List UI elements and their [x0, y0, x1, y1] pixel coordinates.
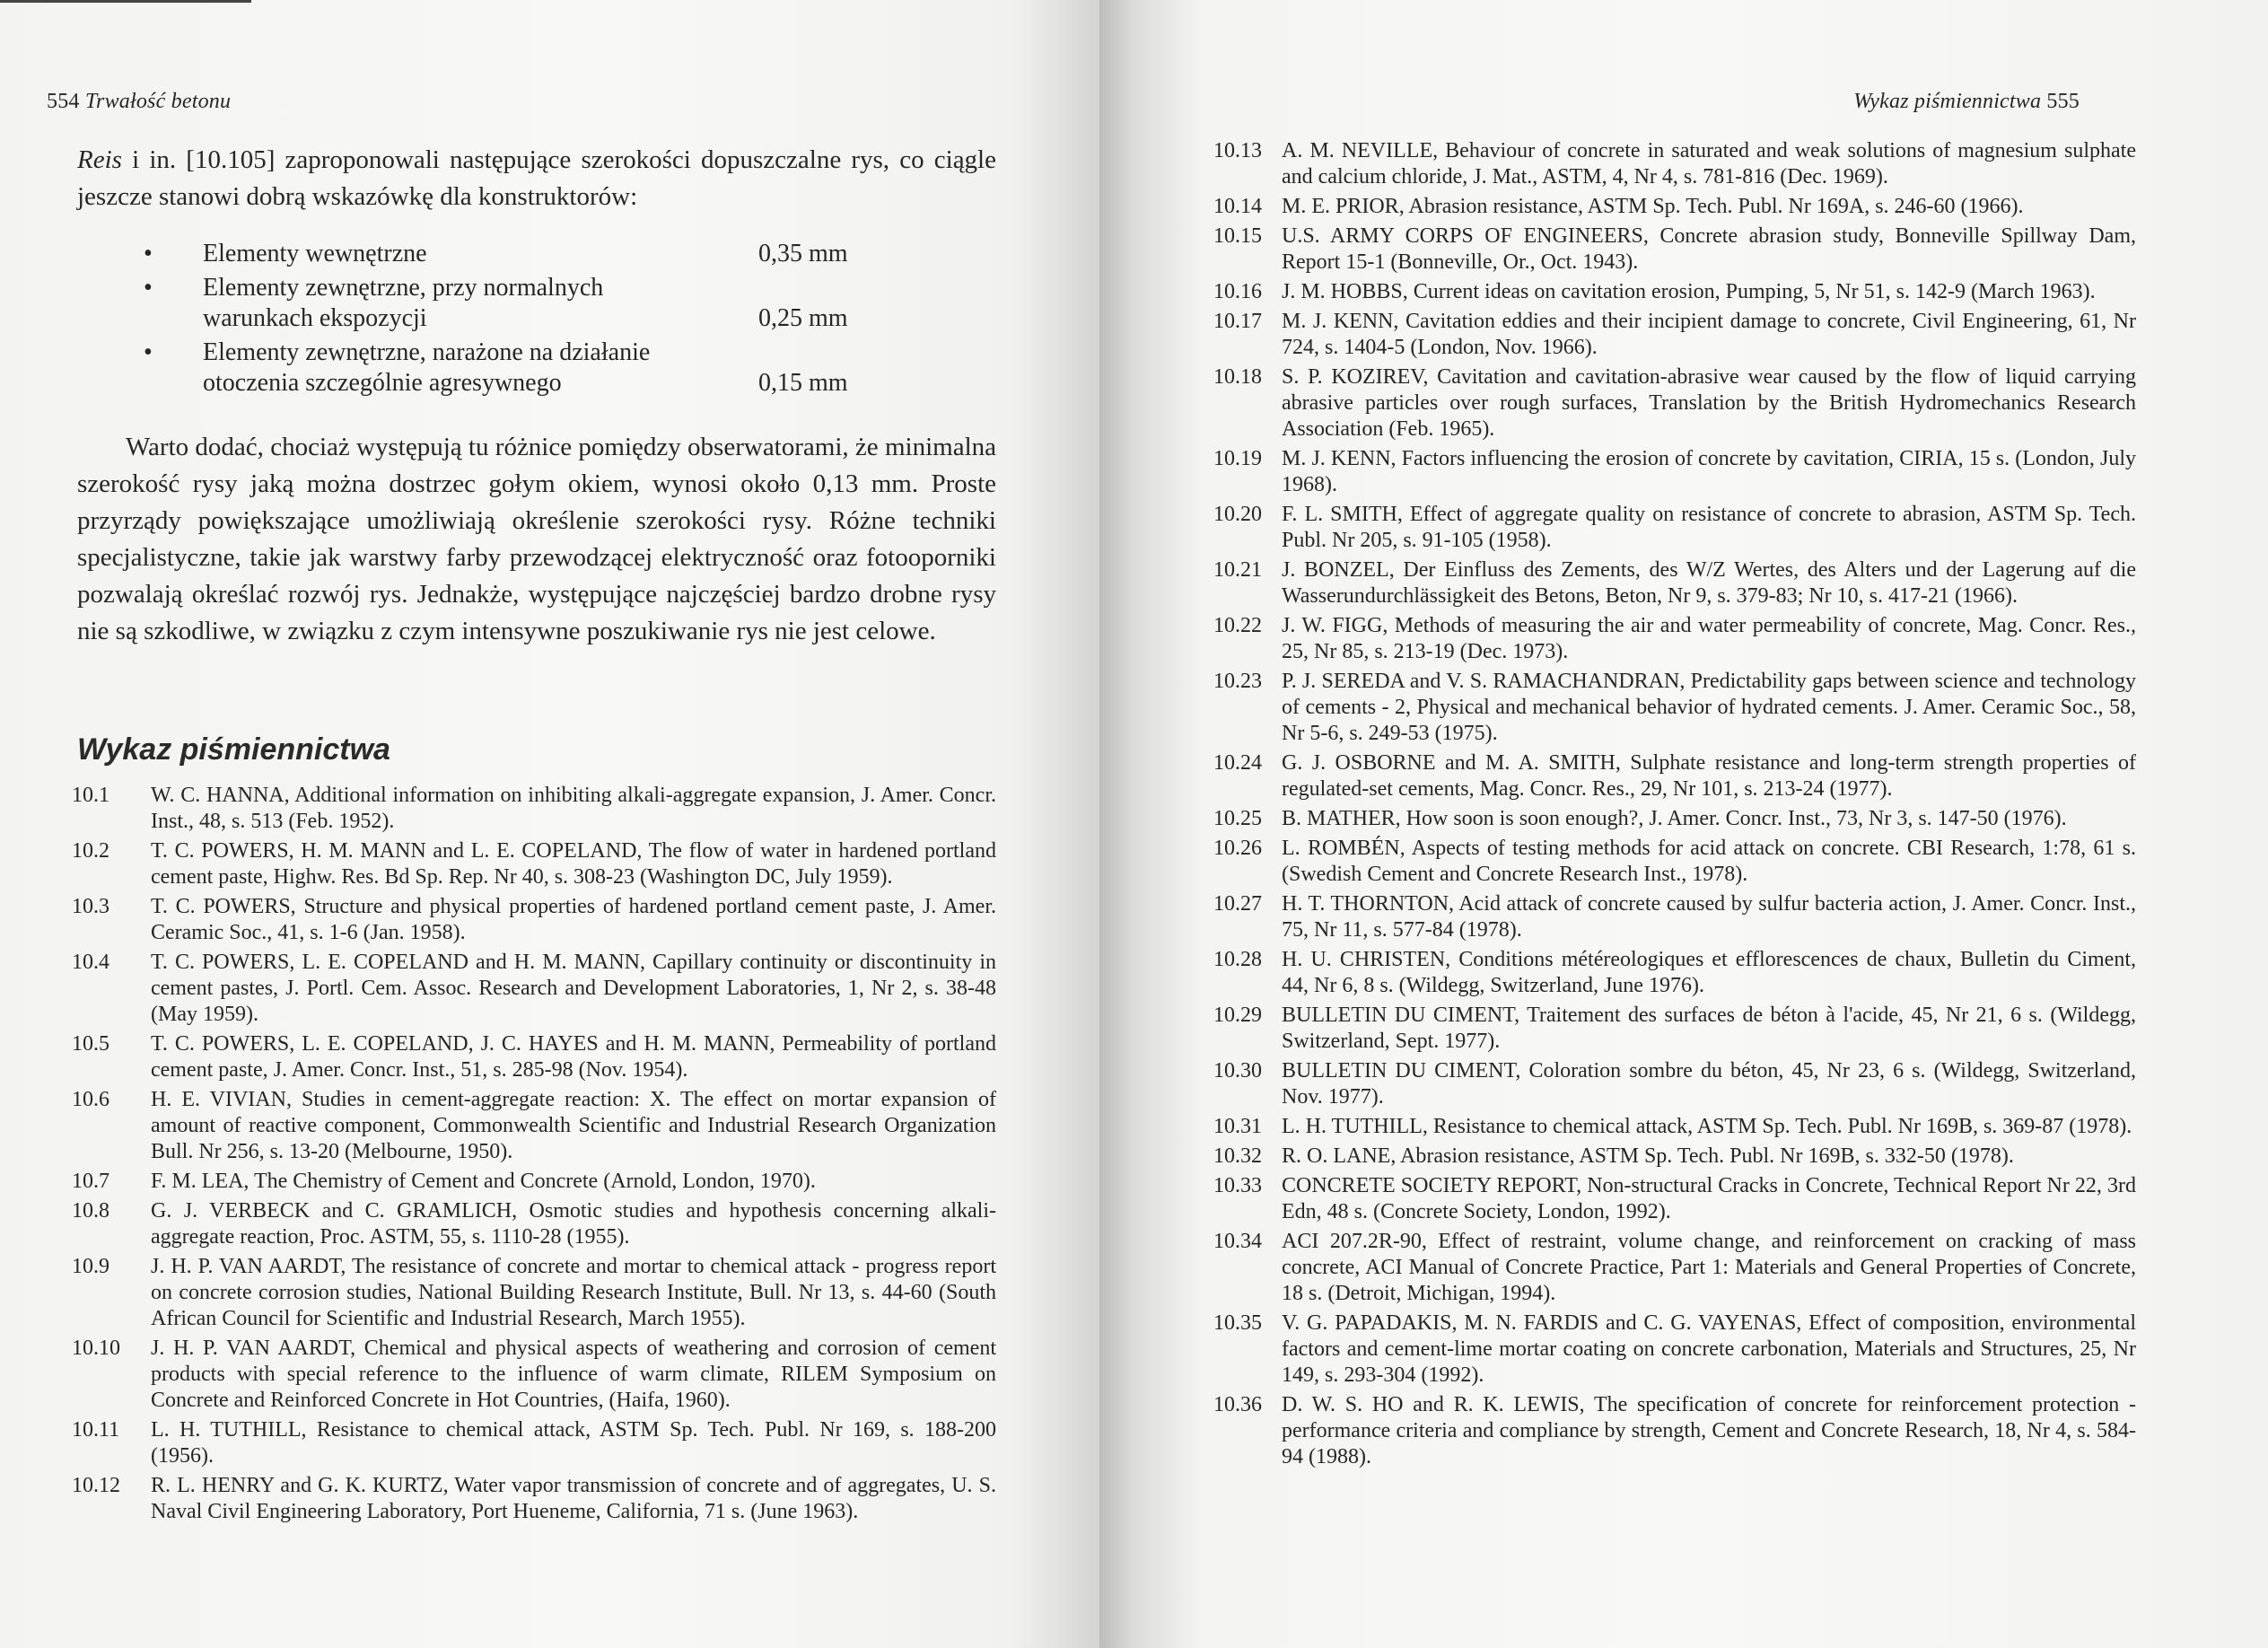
reference-item: [72, 950, 996, 1028]
reference-number: 10.17: [1213, 310, 1262, 333]
reference-number: 10.28: [1213, 948, 1262, 971]
reference-item: [1213, 194, 2136, 220]
reference-text: L. H. TUTHILL, Resistance to chemical attack, ASTM Sp. Tech. Publ. Nr 169B, s. 369-87 (1978).: [1282, 1115, 2132, 1138]
reference-text: W. C. HANNA, Additional information on inhibiting alkali-aggregate expansion, J. Amer. Concr. Inst., 48, s. 513 (Feb. 1952).: [151, 784, 996, 833]
reference-item: [1213, 1058, 2136, 1110]
reference-item: [72, 838, 996, 890]
reference-item: [1213, 836, 2136, 888]
reference-text: G. J. VERBECK and C. GRAMLICH, Osmotic studies and hypothesis concerning alkali-aggregate reaction, Proc. ASTM, 55, s. 1110-28 (1955).: [151, 1199, 996, 1249]
reference-text: S. P. KOZIREV, Cavitation and cavitation-abrasive wear caused by the flow of liquid carrying abrasive particles over rough surfaces, Translation by the British Hydromechanics Research Association (Feb. 1965).: [1282, 365, 2136, 441]
crack-width-label: Elementy zewnętrzne, przy normalnych warunkach ekspozycji: [203, 274, 604, 332]
reference-text: M. J. KENN, Cavitation eddies and their incipient damage to concrete, Civil Engineering, 61, Nr 724, s. 1404-5 (London, Nov. 1966).: [1282, 310, 2136, 359]
reference-text: T. C. POWERS, L. E. COPELAND, J. C. HAYES and H. M. MANN, Permeability of portland cement paste, J. Amer. Concr. Inst., 51, s. 285-98 (Nov. 1954).: [151, 1032, 996, 1082]
reference-text: B. MATHER, How soon is soon enough?, J. Amer. Concr. Inst., 73, Nr 3, s. 147-50 (1976).: [1282, 807, 2067, 830]
reference-item: [1213, 557, 2136, 609]
crack-width-item: [144, 273, 898, 334]
reference-item: [72, 1336, 996, 1414]
reference-number: 10.22: [1213, 614, 1262, 637]
crack-width-value: 0,15 mm: [758, 369, 848, 397]
reference-item: [1213, 891, 2136, 943]
reference-number: 10.31: [1213, 1115, 1262, 1138]
reference-item: [72, 1087, 996, 1165]
references-list-left: [72, 783, 996, 1529]
crack-width-item: [144, 337, 898, 399]
reference-number: 10.23: [1213, 670, 1262, 693]
reference-number: 10.5: [72, 1032, 109, 1056]
reference-number: 10.27: [1213, 892, 1262, 916]
crack-width-label: Elementy wewnętrzne: [203, 240, 427, 267]
running-head-title-right: Wykaz piśmiennictwa: [1853, 90, 2042, 113]
reference-item: [1213, 613, 2136, 665]
reference-text: BULLETIN DU CIMENT, Coloration sombre du béton, 45, Nr 23, 6 s. (Wildegg, Switzerland, Nov. 1977).: [1282, 1059, 2136, 1109]
reference-item: [1213, 224, 2136, 276]
reference-number: 10.26: [1213, 837, 1262, 860]
reference-item: [1213, 1144, 2136, 1170]
section-title: Wykaz piśmiennictwa: [77, 732, 390, 767]
reference-text: J. H. P. VAN AARDT, Chemical and physical aspects of weathering and corrosion of cement products with special reference to the influence of warm climate, RILEM Symposium on Concrete and Reinforced Concrete in Hot Countries, (Haifa, 1960).: [151, 1337, 996, 1412]
reference-number: 10.1: [72, 784, 109, 807]
reference-number: 10.20: [1213, 503, 1262, 526]
reference-text: T. C. POWERS, Structure and physical properties of hardened portland cement paste, J. Amer. Ceramic Soc., 41, s. 1-6 (Jan. 1958).: [151, 895, 996, 944]
reference-number: 10.9: [72, 1255, 109, 1278]
reference-number: 10.7: [72, 1170, 109, 1193]
reference-item: [1213, 1114, 2136, 1140]
reference-text: D. W. S. HO and R. K. LEWIS, The specification of concrete for reinforcement protection - performance criteria and compliance by strength, Cement and Concrete Research, 18, Nr 4, s. 584-94 (1988).: [1282, 1393, 2136, 1468]
body-paragraph: Warto dodać, chociaż występują tu różnice pomiędzy obserwatorami, że minimalna szerokość rysy jaką można dostrzec gołym okiem, wynosi około 0,13 mm. Proste przyrządy powiększające umożliwiają określenie szerokości rysy. Różne techniki specjalistyczne, takie jak warstwy farby przewodzącej elektryczność oraz fotooporniki pozwalają określać rozwój rys. Jednakże, występujące najczęściej bardzo drobne rysy nie są szkodliwe, w związku z czym intensywne poszukiwanie rys nie jest celowe.: [77, 433, 996, 645]
reference-number: 10.34: [1213, 1230, 1262, 1253]
reference-item: [1213, 1392, 2136, 1470]
reference-text: H. T. THORNTON, Acid attack of concrete caused by sulfur bacteria action, J. Amer. Concr. Inst., 75, Nr 11, s. 577-84 (1978).: [1282, 892, 2136, 942]
reference-number: 10.8: [72, 1199, 109, 1223]
running-head-left: [47, 90, 231, 114]
reference-number: 10.21: [1213, 558, 1262, 582]
reference-item: [1213, 669, 2136, 747]
reference-text: J. W. FIGG, Methods of measuring the air and water permeability of concrete, Mag. Concr. Res., 25, Nr 85, s. 213-19 (Dec. 1973).: [1282, 614, 2136, 663]
reference-item: [72, 1169, 996, 1195]
intro-authors: Reis: [77, 145, 122, 174]
reference-number: 10.16: [1213, 280, 1262, 303]
reference-number: 10.2: [72, 839, 109, 863]
crack-width-item: [144, 239, 898, 269]
reference-number: 10.24: [1213, 751, 1262, 775]
reference-text: P. J. SEREDA and V. S. RAMACHANDRAN, Predictability gaps between science and technology of cements - 2, Physical and mechanical behavior of hydrated cements. J. Amer. Ceramic Soc., 58, Nr 5-6, s. 249-53 (1975).: [1282, 670, 2136, 745]
reference-item: [1213, 947, 2136, 999]
reference-text: J. H. P. VAN AARDT, The resistance of concrete and mortar to chemical attack - progress report on concrete corrosion studies, National Building Research Institute, Bull. Nr 13, s. 44-60 (South African Council for Scientific and Industrial Research, March 1955).: [151, 1255, 996, 1330]
reference-text: CONCRETE SOCIETY REPORT, Non-structural Cracks in Concrete, Technical Report Nr 22, 3rd Edn, 48 s. (Concrete Society, London, 1992).: [1282, 1174, 2136, 1223]
reference-number: 10.3: [72, 895, 109, 918]
reference-number: 10.15: [1213, 224, 1262, 248]
reference-item: [72, 783, 996, 835]
reference-item: [1213, 309, 2136, 361]
reference-text: M. E. PRIOR, Abrasion resistance, ASTM Sp. Tech. Publ. Nr 169A, s. 246-60 (1966).: [1282, 195, 2024, 218]
reference-text: J. M. HOBBS, Current ideas on cavitation erosion, Pumping, 5, Nr 51, s. 142-9 (March 1963).: [1282, 280, 2096, 303]
crack-width-value: 0,35 mm: [758, 240, 848, 267]
reference-text: R. L. HENRY and G. K. KURTZ, Water vapor transmission of concrete and of aggregates, U. S. Naval Civil Engineering Laboratory, Port Hueneme, California, 71 s. (June 1963).: [151, 1474, 996, 1523]
reference-item: [1213, 1003, 2136, 1055]
page-number-left: 554: [47, 90, 80, 113]
reference-item: [72, 1473, 996, 1525]
intro-paragraph: [77, 142, 996, 215]
reference-item: [1213, 1311, 2136, 1389]
reference-text: L. ROMBÉN, Aspects of testing methods for acid attack on concrete. CBI Research, 1:78, 61 s. (Swedish Cement and Concrete Research Inst., 1978).: [1282, 837, 2136, 886]
reference-text: L. H. TUTHILL, Resistance to chemical attack, ASTM Sp. Tech. Publ. Nr 169, s. 188-200 (1956).: [151, 1418, 996, 1468]
reference-text: U.S. ARMY CORPS OF ENGINEERS, Concrete abrasion study, Bonneville Spillway Dam, Report 15-1 (Bonneville, Or., Oct. 1943).: [1282, 224, 2136, 274]
reference-number: 10.30: [1213, 1059, 1262, 1083]
reference-item: [1213, 502, 2136, 554]
reference-number: 10.36: [1213, 1393, 1262, 1416]
reference-number: 10.29: [1213, 1004, 1262, 1027]
reference-text: G. J. OSBORNE and M. A. SMITH, Sulphate resistance and long-term strength properties of regulated-set cements, Mag. Concr. Res., 29, Nr 101, s. 213-24 (1977).: [1282, 751, 2136, 801]
reference-text: M. J. KENN, Factors influencing the erosion of concrete by cavitation, CIRIA, 15 s. (London, July 1968).: [1282, 447, 2136, 496]
reference-number: 10.25: [1213, 807, 1262, 830]
reference-number: 10.6: [72, 1088, 109, 1111]
reference-number: 10.33: [1213, 1174, 1262, 1197]
references-list-right: [1213, 138, 2136, 1474]
reference-item: [1213, 364, 2136, 443]
bullet-icon: •: [144, 338, 153, 366]
reference-number: 10.19: [1213, 447, 1262, 470]
reference-item: [1213, 750, 2136, 802]
reference-number: 10.11: [72, 1418, 120, 1442]
reference-item: [1213, 138, 2136, 190]
reference-text: BULLETIN DU CIMENT, Traitement des surfaces de béton à l'acide, 45, Nr 21, 6 s. (Wildegg, Switzerland, Sept. 1977).: [1282, 1004, 2136, 1053]
reference-item: [72, 894, 996, 946]
reference-text: T. C. POWERS, L. E. COPELAND and H. M. MANN, Capillary continuity or discontinuity in cement pastes, J. Portl. Cem. Assoc. Research and Development Laboratories, 1, Nr 2, s. 38-48 (May 1959).: [151, 951, 996, 1026]
reference-item: [1213, 446, 2136, 498]
reference-text: H. U. CHRISTEN, Conditions météreologiques et efflorescences de chaux, Bulletin du Ciment, 44, Nr 6, 8 s. (Wildegg, Switzerland, June 1976).: [1282, 948, 2136, 997]
crack-width-label: Elementy zewnętrzne, narażone na działanie otoczenia szczególnie agresywnego: [203, 338, 651, 397]
reference-text: J. BONZEL, Der Einfluss des Zements, des W/Z Wertes, des Alters und der Lagerung auf die Wasserundurchlässigkeit des Betons, Beton, Nr 9, s. 379-83; Nr 10, s. 417-21 (1966).: [1282, 558, 2136, 608]
left-page: [0, 0, 1099, 1648]
reference-number: 10.13: [1213, 139, 1262, 162]
reference-number: 10.12: [72, 1474, 120, 1497]
page-number-right: 555: [2046, 90, 2080, 113]
reference-number: 10.4: [72, 951, 109, 974]
reference-item: [1213, 279, 2136, 305]
reference-text: F. M. LEA, The Chemistry of Cement and Concrete (Arnold, London, 1970).: [151, 1170, 816, 1193]
top-rule: [0, 0, 251, 3]
reference-item: [72, 1417, 996, 1469]
reference-text: A. M. NEVILLE, Behaviour of concrete in saturated and weak solutions of magnesium sulphate and calcium chloride, J. Mat., ASTM, 4, Nr 4, s. 781-816 (Dec. 1969).: [1282, 139, 2136, 188]
reference-text: V. G. PAPADAKIS, M. N. FARDIS and C. G. VAYENAS, Effect of composition, environmental factors and cement-lime mortar coating on concrete carbonation, Materials and Structures, 25, Nr 149, s. 293-304 (1992).: [1282, 1311, 2136, 1387]
reference-item: [1213, 806, 2136, 832]
bullet-icon: •: [144, 274, 153, 302]
reference-text: ACI 207.2R-90, Effect of restraint, volume change, and reinforcement on cracking of mass concrete, ACI Manual of Concrete Practice, Part 1: Materials and General Properties of Concrete, 18 s. (Detroit, Michigan, 1994).: [1282, 1230, 2136, 1305]
reference-item: [72, 1198, 996, 1250]
reference-number: 10.14: [1213, 195, 1262, 218]
running-head-right: [1853, 90, 2080, 114]
right-page: [1099, 0, 2268, 1648]
reference-text: T. C. POWERS, H. M. MANN and L. E. COPELAND, The flow of water in hardened portland cement paste, Highw. Res. Bd Sp. Rep. Nr 40, s. 308-23 (Washington DC, July 1959).: [151, 839, 996, 889]
crack-width-list: [144, 239, 898, 402]
reference-text: H. E. VIVIAN, Studies in cement-aggregate reaction: X. The effect on mortar expansion of amount of reactive component, Commonwealth Scientific and Industrial Research Organization Bull. Nr 256, s. 13-20 (Melbourne, 1950).: [151, 1088, 996, 1163]
running-head-title-left: Trwałość betonu: [84, 90, 232, 113]
reference-number: 10.10: [72, 1337, 120, 1360]
reference-item: [1213, 1173, 2136, 1225]
reference-item: [1213, 1229, 2136, 1307]
reference-text: R. O. LANE, Abrasion resistance, ASTM Sp. Tech. Publ. Nr 169B, s. 332-50 (1978).: [1282, 1144, 2014, 1168]
reference-item: [72, 1254, 996, 1332]
crack-width-value: 0,25 mm: [758, 304, 848, 332]
reference-number: 10.35: [1213, 1311, 1262, 1335]
intro-text: i in. [10.105] zaproponowali następujące szerokości dopuszczalne rys, co ciągle jeszcze stanowi dobrą wskazówkę dla konstruktorów:: [77, 145, 996, 211]
reference-text: F. L. SMITH, Effect of aggregate quality on resistance of concrete to abrasion, ASTM Sp. Tech. Publ. Nr 205, s. 91-105 (1958).: [1282, 503, 2136, 552]
reference-number: 10.18: [1213, 365, 1262, 389]
reference-number: 10.32: [1213, 1144, 1262, 1168]
bullet-icon: •: [144, 240, 153, 267]
reference-item: [72, 1031, 996, 1083]
